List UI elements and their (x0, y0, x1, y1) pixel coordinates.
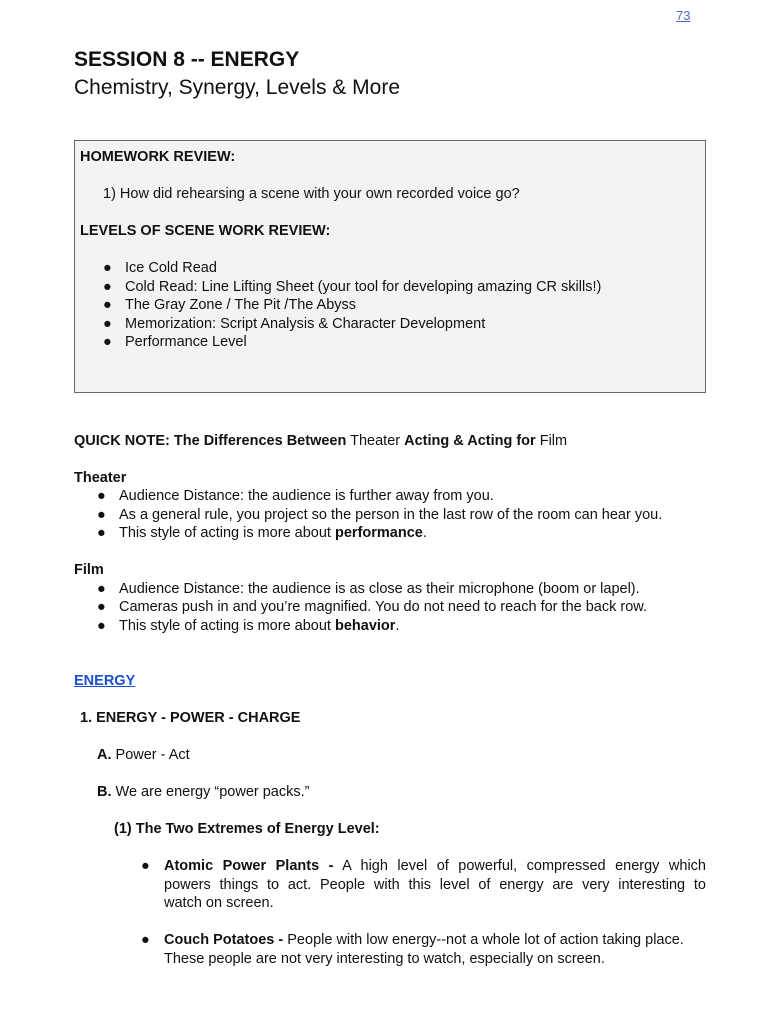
bullet-icon: ● (103, 260, 112, 276)
energy-link[interactable]: ENERGY (74, 673, 136, 689)
quick-note: QUICK NOTE: The Differences Between Theater Acting & Acting for Film (74, 433, 568, 449)
homework-item: 1) How did rehearsing a scene with your own recorded voice go? (103, 186, 520, 202)
couch-paragraph-line: These people are not very interesting to watch, especially on screen. (164, 950, 605, 967)
bullet-icon: ● (141, 932, 150, 948)
atomic-paragraph-line: Atomic Power Plants - A high level of powerful, compressed energy which (164, 858, 706, 874)
couch-paragraph-line: Couch Potatoes - People with low energy--not a whole lot of action taking place. (164, 932, 684, 948)
film-heading: Film (74, 562, 104, 578)
page-title: SESSION 8 -- ENERGY (74, 48, 300, 71)
bullet-icon: ● (103, 334, 112, 350)
bullet-icon: ● (97, 506, 106, 523)
bullet-icon: ● (103, 297, 112, 313)
page-number[interactable]: 73 (676, 8, 691, 23)
extremes-heading: (1) The Two Extremes of Energy Level: (114, 821, 380, 837)
bullet-icon: ● (103, 315, 112, 332)
bullet-icon: ● (103, 278, 112, 295)
bullet-icon: ● (97, 599, 106, 615)
page-subtitle: Chemistry, Synergy, Levels & More (74, 76, 400, 99)
bullet-icon: ● (97, 617, 106, 634)
atomic-paragraph-line: watch on screen. (164, 895, 274, 911)
theater-heading: Theater (74, 470, 127, 486)
item-a: A. Power - Act (97, 747, 190, 763)
homework-heading: HOMEWORK REVIEW: (80, 149, 236, 165)
bullet-icon: ● (97, 525, 106, 541)
atomic-paragraph-line: powers things to act. People with this level of energy are very interesting to (164, 876, 706, 893)
bullet-icon: ● (97, 488, 106, 504)
levels-heading: LEVELS OF SCENE WORK REVIEW: (80, 223, 331, 239)
bullet-icon: ● (141, 858, 150, 874)
bullet-icon: ● (97, 580, 106, 597)
section-heading: 1. ENERGY - POWER - CHARGE (80, 710, 301, 726)
item-b: B. We are energy “power packs.” (97, 784, 310, 800)
